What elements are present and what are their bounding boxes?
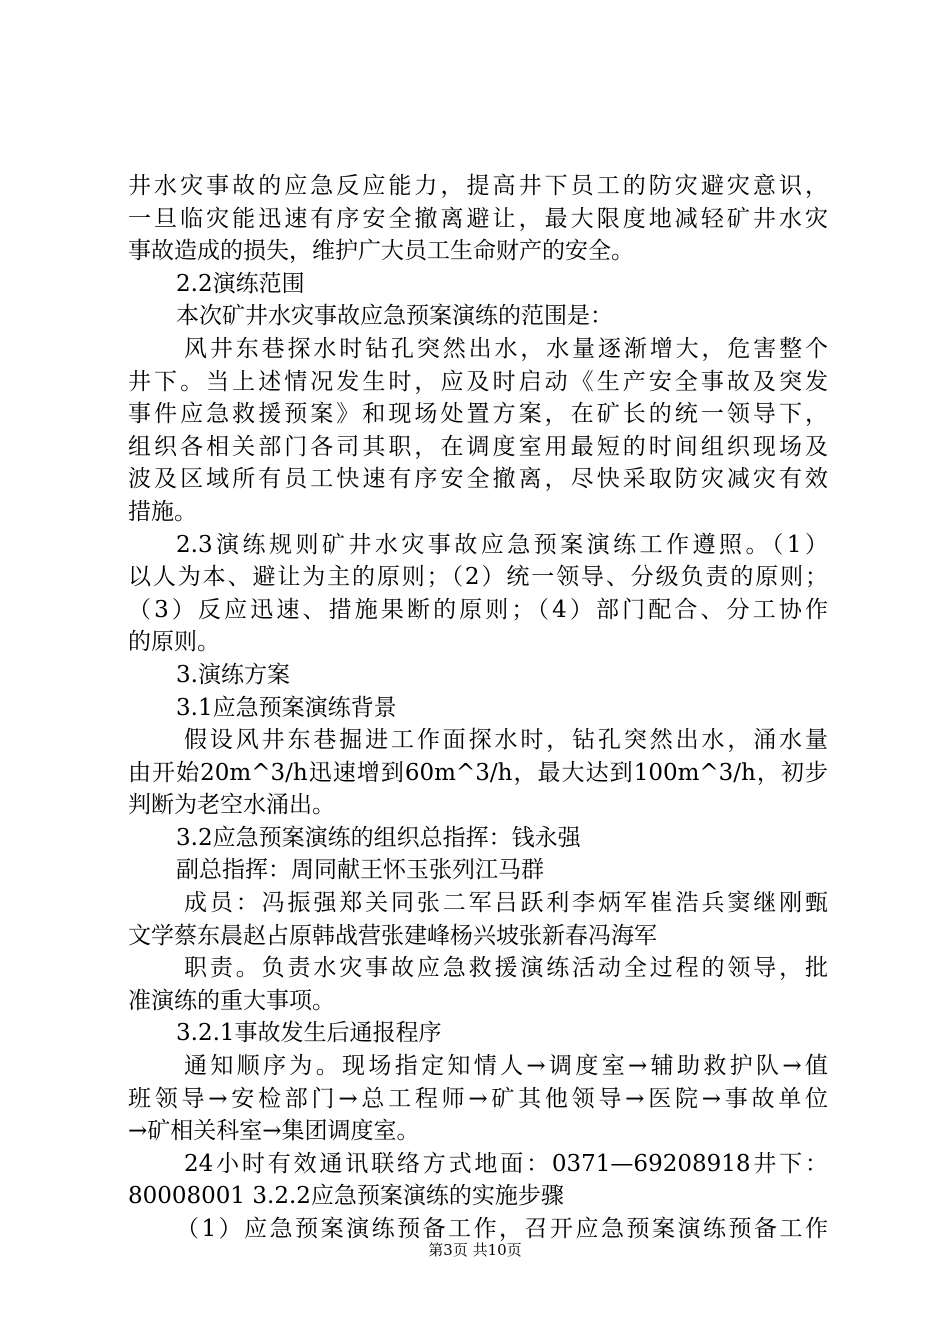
body-line: 井下。当上述情况发生时，应及时启动《生产安全事故及突发 — [128, 368, 828, 395]
body-line: 准演练的重大事项。 — [128, 987, 335, 1014]
body-line: 一旦临灾能迅速有序安全撤离避让，最大限度地减轻矿井水灾 — [128, 205, 828, 232]
body-line: 措施。 — [128, 498, 197, 525]
section-heading: 3.1应急预案演练背景 — [176, 694, 397, 721]
body-line: 职责。负责水灾事故应急救援演练活动全过程的领导，批 — [184, 955, 828, 982]
body-line: 风井东巷探水时钻孔突然出水，水量逐渐增大，危害整个 — [184, 335, 828, 362]
body-line: →矿相关科室→集团调度室。 — [128, 1118, 420, 1145]
body-line: 组织各相关部门各司其职，在调度室用最短的时间组织现场及 — [128, 433, 828, 460]
body-line: 80008001 3.2.2应急预案演练的实施步骤 — [128, 1183, 564, 1210]
body-line: 判断为老空水涌出。 — [128, 792, 335, 819]
section-heading: 2.2演练范围 — [176, 270, 305, 297]
body-line: 班领导→安检部门→总工程师→矿其他领导→医院→事故单位 — [128, 1085, 828, 1112]
page-footer: 第3页 共10页 — [428, 1241, 522, 1259]
body-line: 由开始20m^3/h迅速增到60m^3/h，最大达到100m^3/h，初步 — [128, 759, 828, 786]
body-line: （1）应急预案演练预备工作，召开应急预案演练预备工作 — [176, 1216, 828, 1242]
body-line: 以人为本、避让为主的原则；（2）统一领导、分级负责的原则； — [128, 564, 828, 591]
body-line: 事故造成的损失，维护广大员工生命财产的安全。 — [128, 238, 634, 265]
body-line: 成员：冯振强郑关同张二军吕跃利李炳军崔浩兵窦继刚甄 — [184, 890, 828, 917]
section-heading: 3.2.1事故发生后通报程序 — [176, 1020, 442, 1047]
body-line: 24小时有效通讯联络方式地面：0371—69208918井下： — [184, 1150, 828, 1177]
document-body — [128, 170, 828, 1246]
section-heading: 3.2应急预案演练的组织总指挥：钱永强 — [176, 824, 581, 851]
body-line: 文学蔡东晨赵占原韩战营张建峰杨兴坡张新春冯海军 — [128, 922, 657, 949]
body-line: （3）反应迅速、措施果断的原则；（4）部门配合、分工协作 — [128, 596, 828, 623]
body-line: 的原则。 — [128, 629, 220, 656]
body-line: 假设风井东巷掘进工作面探水时，钻孔突然出水，涌水量 — [184, 727, 828, 754]
body-line: 通知顺序为。现场指定知情人→调度室→辅助救护队→值 — [184, 1053, 828, 1080]
body-line: 波及区域所有员工快速有序安全撤离，尽快采取防灾减灾有效 — [128, 466, 828, 493]
body-line: 本次矿井水灾事故应急预案演练的范围是： — [176, 303, 613, 330]
body-line: 井水灾事故的应急反应能力，提高井下员工的防灾避灾意识， — [128, 173, 828, 199]
body-line: 事件应急救援预案》和现场处置方案，在矿长的统一领导下， — [128, 401, 828, 428]
section-heading: 3.演练方案 — [176, 661, 290, 688]
body-line: 副总指挥：周同献王怀玉张列江马群 — [176, 857, 544, 884]
section-heading: 2.3演练规则矿井水灾事故应急预案演练工作遵照。（1） — [176, 531, 828, 558]
